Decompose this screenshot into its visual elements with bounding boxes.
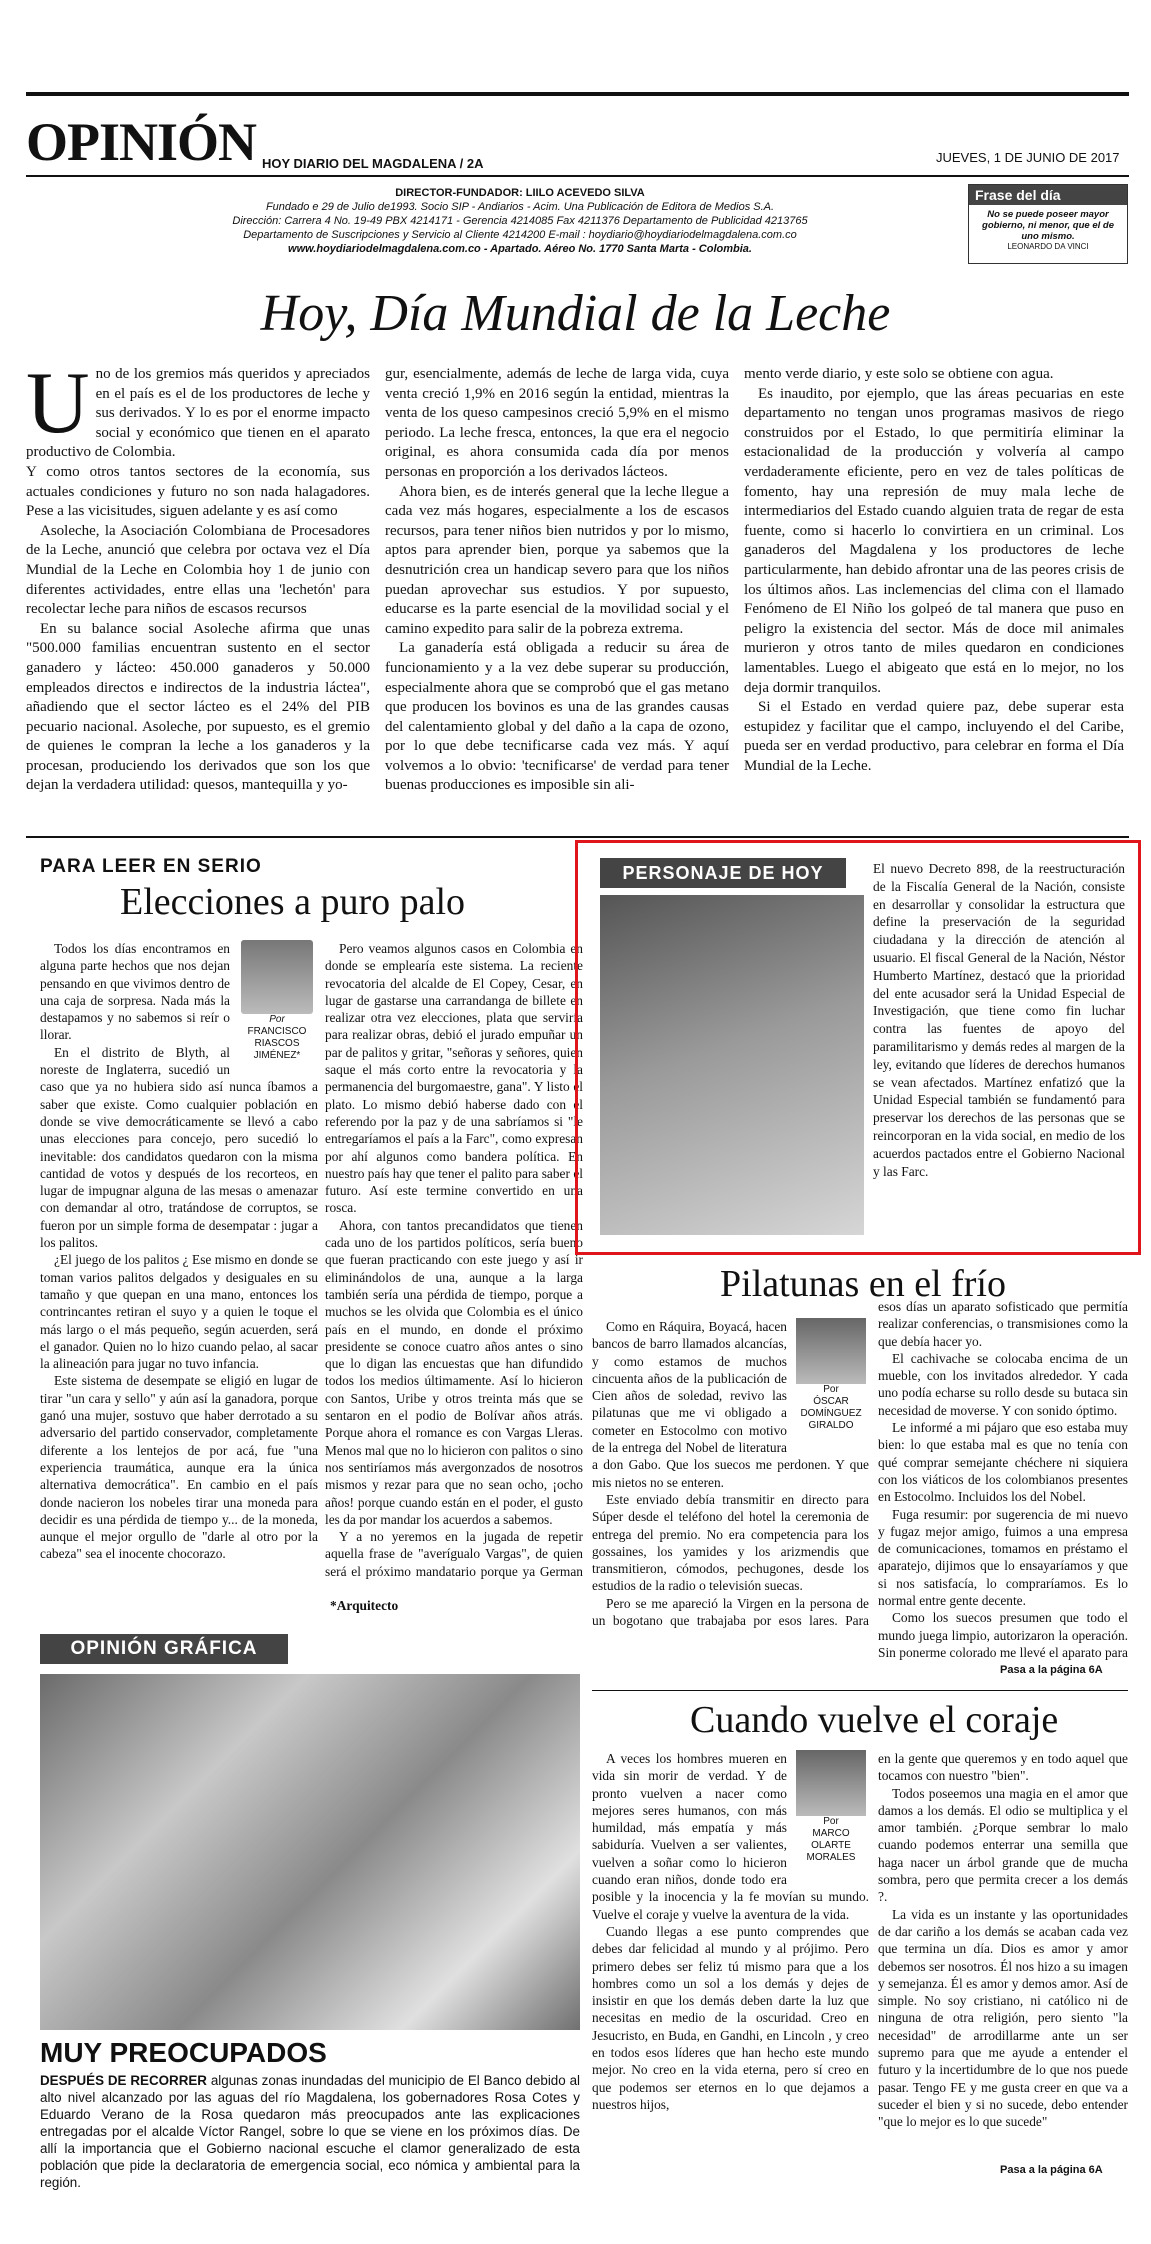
director-line: DIRECTOR-FUNDADOR: LIILO ACEVEDO SILVA [395,187,645,199]
coraje-col-1 [592,1750,869,2160]
editorial-title: Hoy, Día Mundial de la Leche [260,285,891,342]
paragraph: A veces los hombres mueren en vida sin morir de verdad. Y de pronto vuelven a nacer como mejores seres humanos, con más humildad, más empatía y más sabiduría. Vuelven a ser valientes, vuelven a soñar como lo hicieron cuando eran niños, donde todo era posible y la inocencia y la fe movían su mundo. Vuelve el coraje y vuelve la aventura de la vida. [592,1751,869,1922]
pilatunas-col-1 [592,1318,869,1630]
coraje-title: Cuando vuelve el coraje [690,1699,1059,1741]
masthead-rule [26,175,1129,177]
paragraph: Como en Ráquira, Boyacá, hacen bancos de barro llamados alcancías, y como estamos de muchos cincuenta años de la publicación de Cien años de soledad, revivo las pilatunas que me vi obligado a cometer en Estocolmo con motivo de la entrega del Nobel de literatura a don Gabo. Que los suecos me perdonen. Y que mis nietos no se enteren. [592,1319,869,1490]
pilatunas-col-2 [878,1298,1128,1660]
info-line: Dirección: Carrera 4 No. 19-49 PBX 4214171 - Gerencia 4214085 Fax 4211376 Departamento de Publicidad 4213765 [232,215,808,227]
paragraph: Si el Estado en verdad quiere paz, debe superar esta estupidez y facilitar que el campo, incluyendo el del Caribe, pueda ser en verdad productivo, para celebrar en forma el Día Mundial de la Leche. [744,699,1124,774]
frase-author: LEONARDO DA VINCI [1007,242,1089,251]
author-photo [796,1318,866,1384]
paragraph: Pero se me apareció la Virgen en la persona de un bogotano que trabajaba por esos lares. Para [592,1595,869,1629]
byline-name: MARCO OLARTE MORALES [806,1828,856,1863]
byline-name: ÓSCAR DOMÍNGUEZ GIRALDO [800,1396,862,1431]
elecciones-title: Elecciones a puro palo [120,881,466,923]
issue-date: JUEVES, 1 DE JUNIO DE 2017 [936,150,1120,165]
paragraph: Cuando llegas a ese punto comprendes que debes dar felicidad al mundo y al prójimo. Pero primero debes ser feliz tú mismo para que a los hombres como un sol a los demás y dejes de insistir en que los demás deben darte la luz que necesitas en medio de la oscuridad. Creo en Jesucristo, en Buda, en Gandhi, en Lincoln , y creo en todos esos líderes que han hecho este mundo mejor. No creo en la vida eterna, pero sí creo en que podemos ser eternos en lo que dejamos a nuestros hijos, [592,1923,869,2112]
paragraph: El cachivache se colocaba encima de un mueble, con los invitados alrededor. Y cada uno podía echarse su rollo desde su butaca sin necesidad de moverse. Y con sonido óptimo. [878,1350,1128,1418]
paragraph: Y como otros tantos sectores de la economía, sus actuales condiciones y futuro no son nada halagadores. Pese a las vicisitudes, siguen adelante y es así como [26,463,370,520]
author-photo [241,940,313,1014]
author-footnote: *Arquitecto [330,1598,399,1613]
caption-lead: DESPUÉS DE RECORRER [40,2073,207,2088]
paragraph: Es inaudito, por ejemplo, que las áreas pecuarias en este departamento no tengan unos programas masivos de riego construidos por el Estado, lo que permitiría eliminar la estacionalidad de la producción y volvería al campo verdaderamente eficiente, pero en vez de tales políticas de fomento, hay una represión de muy mala leche de intermediarios del Estado cuando alguien trata de regar de esta fuente, como si hacerlo lo convirtiera en un criminal. Los ganaderos del Magdalena y los productores de leche particularmente, han debido afrontar una de las peores crisis de los últimos años. Las inclemencias del clima con el llamado Fenómeno de El Niño los golpeó de tal manera que puso en peligro la existencia del sector. Más de doce mil animales murieron y otros tanto de miles quedaron en condiciones lamentables. Luego el abigeato que está en lo mejor, no los deja dormir tranquilos. [744,385,1124,696]
coraje-jump-link[interactable]: Pasa a la página 6A [1000,2164,1103,2176]
editorial-col-3 [744,365,1124,825]
paragraph: Le informé a mi pájaro que eso estaba muy bien: lo que estaba mal es que no tenía con qué comprar semejante chéchere ni siquiera con los viáticos de los colombianos presentes en Estocolmo. Incluidos los del Nobel. [878,1420,1128,1505]
editorial-bottom-rule [26,836,1129,838]
elecciones-col-2 [325,940,583,1580]
credits-block [160,186,880,256]
paragraph: Este enviado debía transmitir en directo para Súper desde el teléfono del hotel la ceremonia de entrega del premio. No era competencia para los gossaines, los yamides y los arizmendis que transmitieron, cómodos, pechugones, desde los estudios de la radio o televisión suecas. [592,1491,869,1594]
coraje-col-2 [878,1750,1128,2160]
paragraph: La ganadería está obligada a reducir su área de funcionamiento y a la vez debe superar su producción, especialmente ahora que se comprobó que el gas metano que producen los bovinos es una de las grandes causas del calentamiento global y del daño a la capa de ozono, por lo que debe tecnificarse cada vez más. Y aquí volvemos a lo obvio: 'tecnificarse' de verdad para tener buenas producciones es imposible sin ali- [385,640,729,794]
kicker-personaje: PERSONAJE DE HOY [600,858,846,888]
coraje-top-rule [592,1690,1128,1691]
paragraph: en la gente que queremos y en todo aquel que tocamos con nuestro "bien". [878,1751,1128,1784]
info-line: Fundado e 29 de Julio de1993. Socio SIP - Andiarios - Acim. Una Publicación de Editora de Medios S.A. [265,201,775,213]
paragraph: La vida es un instante y las oportunidades de dar cariño a los demás se acaban cada vez que termina un día. Dios es amor y amor debemos ser nosotros. Él nos hizo a su imagen y semejanza. Él es amor y demos amor. Así de simple. No soy cristiano, ni católico ni de ninguna de otra religión, pero siento "la necesidad" de arrodillarme ante un ser supremo para que me ayude a entender el futuro y la incertidumbre de lo que nos puede pasar. Tengo FE y me gusta creer en que va a suceder el bien y si no sucede, debo entender "que lo mejor es lo que sucede" [878,1906,1128,2130]
paragraph: Este sistema de desempate se eligió en lugar de tirar "un cara y sello" y aún así la ganadora, porque ganó una mujer, sostuvo que haber derrotado a su adversario del partido conservador, completamente diferente a los lentejos de por acá, fue "una experiencia traumática, aunque era la única alternativa democrática". En cambio en el país donde nacieron los nobeles tirar una moneda para decidir es una pérdida de tiempo y... de la moneda, aunque el mejor orgullo de "darle al otro por la cabeza" sea el inocente chocorazo. [40,1373,318,1562]
paragraph: En el distrito de Blyth, al noreste de Inglaterra, sucedió un caso que ya no hubiera sido así nunca íbamos a saber que existe. Como cualquier población en donde se vive democráticamente se llevó a cabo unas elecciones para concejo, pero sucedió lo inevitable: dos candidatos quedaron con la misma cantidad de votos y después de los recorteos, en lugar de impugnar alguna de las mesas o amenazar con demandar al otro, tratándose de corruptos, se fueron por un simple forma de desempatar : jugar a los palitos. [40,1044,318,1251]
kicker-para-leer: PARA LEER EN SERIO [40,856,262,877]
paragraph: Fuga resumir: por sugerencia de mi nuevo y fugaz mejor amigo, fuimos a una empresa de comunicaciones, tomamos en préstamo el aparatejo, dijimos que lo ensayaríamos y que si nos satisfacía, lo compraríamos. Es lo normal entre gente decente. [878,1506,1128,1609]
info-line: Departamento de Suscripciones y Servicio al Cliente 4214200 E-mail : hoydiario@hoydiariodelmagdalena.com.co [243,229,797,241]
paragraph: no de los gremios más queridos y apreciados en el país es el de los productores de leche y sus derivados. Y lo es por el enorme impacto social y económico que tienen en el aparato productivo de Colombia. [26,366,370,461]
paragraph: Y a no yeremos en la jugada de repetir aquella frase de "averígualo Vargas", de quien será el próximo mandatario porque ya German [325,1529,583,1579]
grafica-headline: MUY PREOCUPADOS [40,2037,327,2068]
byline-name: FRANCISCO RIASCOS JIMÉNEZ* [247,1026,307,1061]
info-line: www.hoydiariodelmagdalena.com.co - Apartado. Aéreo No. 1770 Santa Marta - Colombia. [288,243,752,255]
paragraph: Todos los días encontramos en alguna parte hechos que nos dejan pensando en que vivimos dentro de una caja de sorpresa. Nada más la destapamos y no sabemos si reír o llorar. [40,941,230,1043]
paragraph: esos días un aparato sofisticado que permitía realizar conferencias, o transmisiones como la que debía hacer yo. [878,1299,1128,1349]
byline-por: Por [269,1014,285,1025]
paragraph: gur, esencialmente, además de leche de larga vida, cuya venta creció 1,9% en 2016 según la entidad, mientras la venta de los queso campesinos creció 5,9% en el mismo periodo. La leche fresca, entonces, la que era el negocio original, es ahora consumida cada día por menos personas en proporción a los derivados lácteos. [385,366,729,480]
section-title: OPINIÓN [26,112,257,172]
grafica-caption [40,2072,580,2191]
top-rule [26,92,1129,96]
personaje-text [873,860,1125,1245]
paragraph: El nuevo Decreto 898, de la reestructuración de la Fiscalía General de la Nación, consiste en desarrollar y consolidar la estructura que define la preservación de la seguridad ciudadana y la dirección de atención al usuario. El fiscal General de la Nación, Néstor Humberto Martínez, destacó que la prioridad del ente acusador será la Unidad Especial de Investigación, que tiene como fin luchar contra las fuentes de apoyo del paramilitarismo y demás redes al margen de la ley, evitando que líderes de derechos humanos se vean afectados. Martínez enfatizó que la Unidad Especial también se fundamentó para preservar los derechos de las personas que se reincorporan en la vida social, en medio de los acuerdos pactados entre el Gobierno Nacional y las Farc. [873,861,1125,1179]
elecciones-col-1 [40,940,318,1630]
author-photo-box [236,940,318,1074]
paragraph: Asoleche, la Asociación Colombiana de Procesadores de la Leche, anunció que celebra por octava vez el Día Mundial de la Leche en Colombia hoy 1 de junio con diferentes actividades, entre ellas una 'lechetón' para recolectar leche para niños de escasos recursos [26,522,370,618]
pilatunas-title: Pilatunas en el frío [720,1263,1006,1305]
paragraph: Ahora bien, es de interés general que la leche llegue a cada vez más hogares, especialmente a los de escasos recursos, para tener niños bien nutridos y por lo mismo, aptos para aprender bien, porque ya sabemos que la desnutrición crea un handicap severo para que los niños puedan aprovechar sus estudios. Y por supuesto, educarse es la parte esencial de la movilidad social y el camino expedito para salir de la pobreza extrema. [385,483,729,637]
author-photo-box [793,1318,869,1440]
paragraph: Todos poseemos una magia en el amor que damos a los demás. El odio se multiplica y el amor también. ¿Porque sembrar lo malo cuando podemos enterrar una semilla que haga nacer un árbol grande que de mucha sombra, pero que permita crecer a los demás ?. [878,1785,1128,1905]
frase-title: Frase del día [969,185,1127,205]
pilatunas-jump-link[interactable]: Pasa a la página 6A [1000,1664,1103,1676]
grafica-photo [40,1674,580,2030]
paragraph: Como los suecos presumen que todo el mundo juega limpio, autorizaron la operación. Sin ponerme colorado me llevé el aparato para [878,1610,1128,1660]
paragraph: Pero veamos algunos casos en Colombia en donde se emplearía este sistema. La reciente revocatoria del alcalde de El Copey, Cesar, en lugar de gastarse una carrandanga de billete en realizar otra vez elecciones, plata que serviría para realizar obras, debió el jurado empuñar un par de palitos y gritar, "señoras y señores, quien saque el más corto entre la revocatoria y la permanencia del burgomaestre, gana". Y listo el plato. Lo mismo debió haberse dado con el referendo por la paz y de una sabríamos si "le entregaríamos el país a la Farc", como expresan por ahí algunos como bandera política. En nuestro país hay que tener el palito para saber el futuro. Así este termine convertido en una rosca. [325,941,583,1216]
personaje-photo [600,895,864,1235]
paragraph: En su balance social Asoleche afirma que unas "500.000 familias encuentran sustento en el sector ganadero y lácteo: 450.000 ganaderos y 50.000 empleados directos e indirectos de la industria láctea", añadiendo que el sector lácteo es el 24% del PIB pecuario nacional. Asoleche, por supuesto, es el gremio de quienes le compran la leche a los ganaderos y la procesan, produciendo los derivados que son los que dejan la verdadera utilidad: quesos, mantequilla y yo- [26,620,370,794]
paper-name: HOY DIARIO DEL MAGDALENA / 2A [262,156,484,171]
editorial-col-2 [385,365,729,825]
author-photo [796,1750,866,1816]
editorial-col-1 [26,365,370,825]
paragraph: mento verde diario, y este solo se obtiene con agua. [744,366,1054,382]
paragraph: ¿El juego de los palitos ¿ Ese mismo en donde se toman varios palitos delgados y desiguales en su tamaño y que quepan en una mano, entonces los contrincantes retiran el suyo y a quien le toque el más largo o el más pequeño, según acuerden, será el ganador. Quien no lo hizo cuando pelao, al sacar la alineación para jugar no tuvo infancia. [40,1252,318,1372]
frase-del-dia-box [968,184,1128,264]
drop-cap: U [26,365,90,452]
kicker-opinion-grafica: OPINIÓN GRÁFICA [40,1634,288,1664]
caption-body: algunas zonas inundadas del municipio de El Banco debido al alto nivel alcanzado por las aguas del río Magdalena, los gobernadores Rosa Cotes y Eduardo Verano de la Rosa quedaron más preocupados ante las explicaciones entregadas por el alcalde Víctor Rangel, sobre lo que se viene en los próximos días. De allí la importancia que el Gobierno nacional escuche el clamor generalizado de esta población que pide la declaratoria de emergencia social, eco nómica y ambiental para la región. [40,2073,580,2190]
byline-por: Por [823,1384,839,1395]
byline-por: Por [823,1816,839,1827]
paragraph: Ahora, con tantos precandidatos que tienen cada uno de los partidos políticos, sería bueno que fueran practicando con este juego y así ir eliminándolos de una, aunque a la larga también sería una pérdida de tiempo, porque a muchos se les olvida que Colombia es el único país en el mundo, en donde el próximo presidente se conoce cuatro años antes o sino que lo digan las encuestas que han difundido todos los medios últimamente. Así lo hicieron con Santos, Uribe y otros treinta más que se sentaron en el podio de Bolívar años atrás. Porque ahora el romance es con Vargas Lleras. Menos mal que no lo hicieron con palitos o sino nos sentiríamos más avergonzados de nosotros mismos y rezar para que no sean ocho, ¡ocho años! porque cuando están en el poder, el gusto les da por mandar los acuerdos a sabemos. [325,1217,583,1527]
frase-text: No se puede poseer mayor gobierno, ni menor, que el de uno mismo. [982,209,1114,242]
author-photo-box [793,1750,869,1872]
